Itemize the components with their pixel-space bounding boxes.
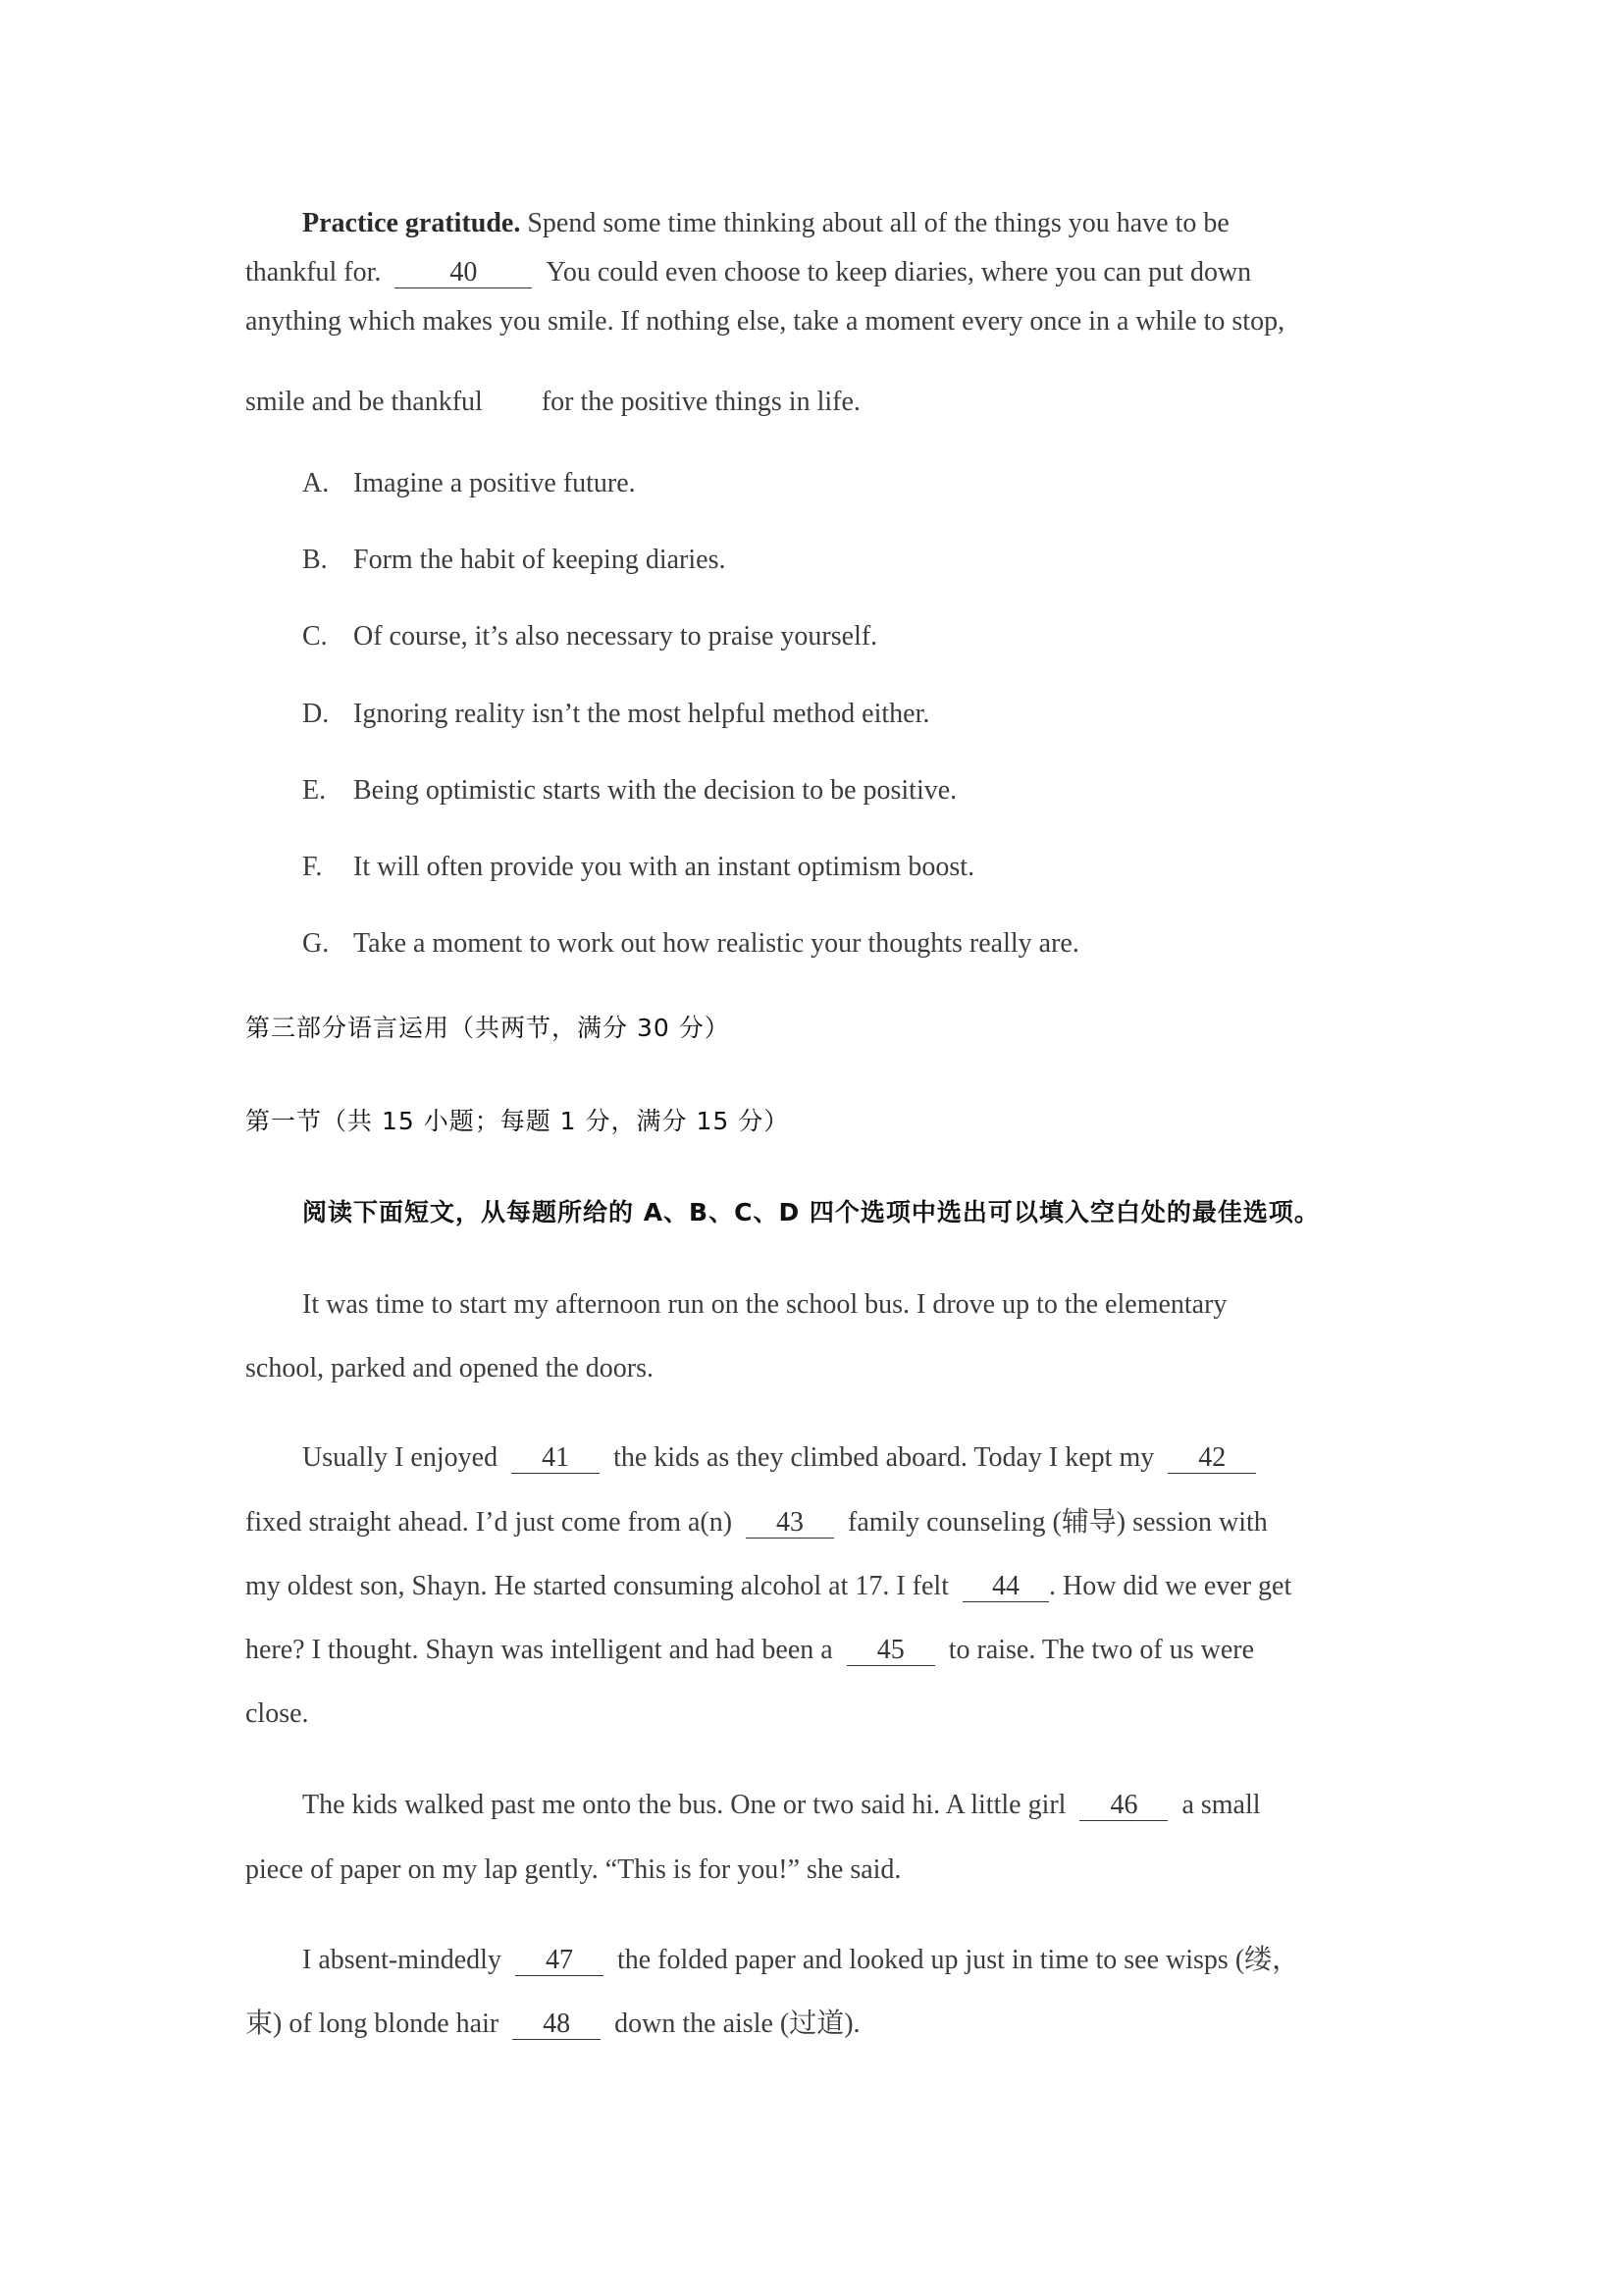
option-letter: F. xyxy=(302,852,323,882)
option-letter: D. xyxy=(302,699,330,729)
section-instruction: 阅读下面短文，从每题所给的 A、B、C、D 四个选项中选出可以填入空白处的最佳选项。 xyxy=(302,1198,1320,1226)
option-a xyxy=(302,466,1460,501)
option-e xyxy=(302,773,1460,809)
option-b xyxy=(302,543,1460,578)
paragraph-heading: Practice gratitude. xyxy=(302,208,521,238)
option-text: Take a moment to work out how realistic your thoughts really are. xyxy=(353,928,1079,959)
option-text: Of course, it’s also necessary to praise yourself. xyxy=(353,621,878,652)
blank-44[interactable]: 44 xyxy=(963,1572,1049,1602)
option-c xyxy=(302,619,1460,654)
blank-40[interactable]: 40 xyxy=(394,258,532,288)
option-text: Ignoring reality isn’t the most helpful method either. xyxy=(353,699,930,729)
section-subheading: 第一节（共 15 小题；每题 1 分，满分 15 分） xyxy=(245,1107,790,1135)
option-f xyxy=(302,850,1460,885)
option-letter: E. xyxy=(302,775,327,806)
blank-41[interactable]: 41 xyxy=(511,1443,600,1474)
passage1-line2: thankful for. 40 You could even choose to keep diaries, where you can put down xyxy=(245,257,1252,287)
passage2-para2-line4: here? I thought. Shayn was intelligent and had been a 45 to raise. The two of us were xyxy=(245,1635,1254,1665)
option-d xyxy=(302,697,1460,732)
option-text: Being optimistic starts with the decision to be positive. xyxy=(353,775,958,806)
option-g xyxy=(302,926,1460,962)
blank-42[interactable]: 42 xyxy=(1168,1443,1256,1474)
passage2-para3-line2: piece of paper on my lap gently. “This is for you!” she said. xyxy=(245,1854,902,1885)
option-letter: C. xyxy=(302,621,328,652)
passage1-line1: Practice gratitude. Spend some time thinking about all of the things you have to be xyxy=(302,208,1230,238)
option-text: Imagine a positive future. xyxy=(353,468,636,498)
blank-43[interactable]: 43 xyxy=(746,1508,834,1539)
blank-46[interactable]: 46 xyxy=(1079,1791,1168,1821)
passage2-para4-line2: 束) of long blonde hair 48 down the aisle (过道). xyxy=(245,2009,861,2039)
passage2-para1-line2: school, parked and opened the doors. xyxy=(245,1353,654,1383)
passage2-para2-line5: close. xyxy=(245,1698,309,1729)
blank-48[interactable]: 48 xyxy=(512,2009,601,2040)
option-text: It will often provide you with an instant optimism boost. xyxy=(353,852,975,882)
passage2-para1-line1: It was time to start my afternoon run on the school bus. I drove up to the elementary xyxy=(302,1289,1228,1320)
passage2-para4-line1: I absent-mindedly 47 the folded paper and looked up just in time to see wisps (缕， xyxy=(302,1945,1300,1975)
passage2-para3-line1: The kids walked past me onto the bus. One or two said hi. A little girl 46 a small xyxy=(302,1790,1261,1820)
option-text: Form the habit of keeping diaries. xyxy=(353,545,726,575)
passage2-para2-line3: my oldest son, Shayn. He started consuming alcohol at 17. I felt 44 . How did we ever get xyxy=(245,1571,1292,1601)
passage2-para2-line1: Usually I enjoyed 41 the kids as they climbed aboard. Today I kept my 42 xyxy=(302,1440,1460,1476)
option-letter: A. xyxy=(302,468,330,498)
blank-47[interactable]: 47 xyxy=(515,1946,603,1976)
passage1-line4: smile and be thankful for the positive things in life. xyxy=(245,387,861,417)
option-letter: G. xyxy=(302,928,330,959)
blank-45[interactable]: 45 xyxy=(847,1636,935,1666)
passage2-para2-line2: fixed straight ahead. I’d just come from a(n) 43 family counseling (辅导) session with xyxy=(245,1507,1268,1538)
section-heading: 第三部分语言运用（共两节，满分 30 分） xyxy=(245,1014,730,1042)
option-letter: B. xyxy=(302,545,328,575)
passage1-line3: anything which makes you smile. If nothing else, take a moment every once in a while to stop, xyxy=(245,306,1285,337)
